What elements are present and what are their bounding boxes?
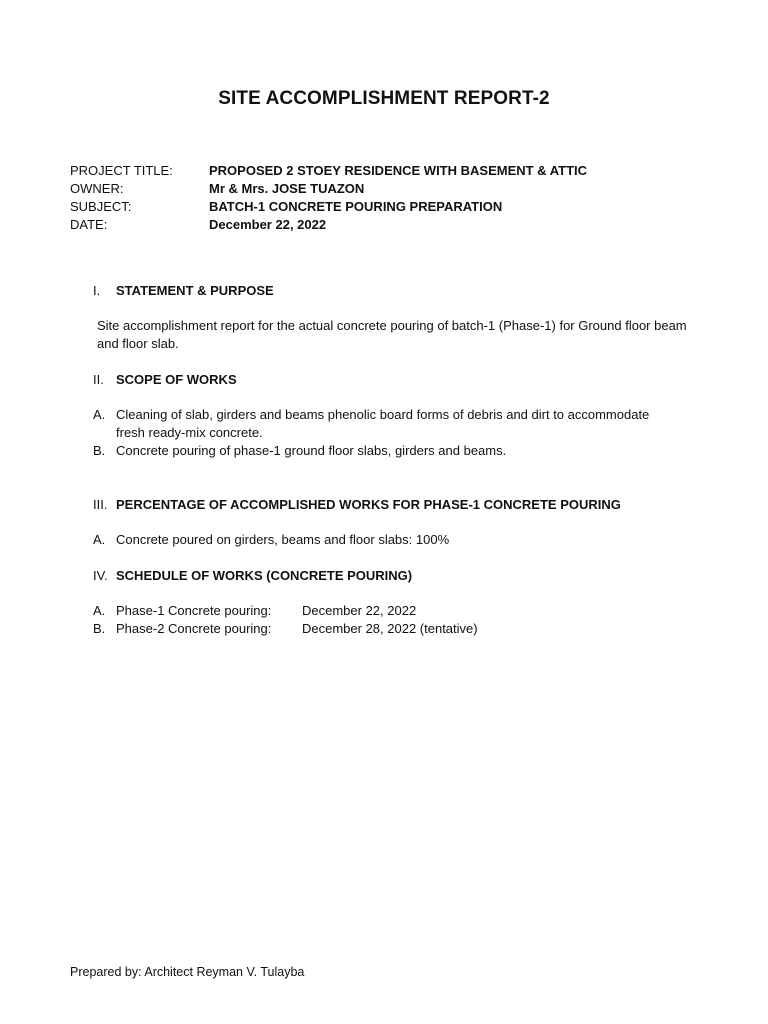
meta-value: December 22, 2022 <box>209 217 327 232</box>
meta-label: PROJECT TITLE: <box>70 163 173 178</box>
list-item <box>93 620 653 638</box>
section-heading-scope <box>93 371 237 389</box>
list-text: Concrete pouring of phase-1 ground floor slabs, girders and beams. <box>116 443 507 458</box>
scope-list <box>93 406 653 460</box>
meta-row-project-title <box>70 162 710 180</box>
meta-row-subject <box>70 198 710 216</box>
list-text <box>116 602 653 620</box>
list-item <box>93 531 653 549</box>
schedule-label: Phase-1 Concrete pouring: <box>116 603 272 618</box>
list-letter: B. <box>93 621 106 636</box>
section-title: SCHEDULE OF WORKS (CONCRETE POURING) <box>116 568 413 583</box>
section-number: I. <box>93 283 101 298</box>
list-text: Concrete poured on girders, beams and floor slabs: 100% <box>116 532 450 547</box>
section-heading-percentage <box>93 496 621 514</box>
section-title: SCOPE OF WORKS <box>116 372 237 387</box>
meta-row-date <box>70 216 710 234</box>
section-number: IV. <box>93 568 108 583</box>
schedule-date: December 22, 2022 <box>302 603 417 618</box>
report-title: SITE ACCOMPLISHMENT REPORT-2 <box>218 88 550 109</box>
meta-label: OWNER: <box>70 181 124 196</box>
section-number: III. <box>93 497 108 512</box>
meta-label: DATE: <box>70 217 108 232</box>
list-letter: B. <box>93 443 106 458</box>
section-number: II. <box>93 372 104 387</box>
list-letter: A. <box>93 407 106 422</box>
schedule-label: Phase-2 Concrete pouring: <box>116 621 272 636</box>
section-heading-statement <box>93 282 274 300</box>
prepared-by: Prepared by: Architect Reyman V. Tulayba <box>70 965 305 979</box>
section-heading-schedule <box>93 567 412 585</box>
list-letter: A. <box>93 603 106 618</box>
list-item <box>93 406 653 442</box>
section-title: STATEMENT & PURPOSE <box>116 283 274 298</box>
list-text <box>116 620 653 638</box>
statement-paragraph: Site accomplishment report for the actual concrete pouring of batch-1 (Phase-1) for Ground floor beam and floor slab. <box>97 318 687 351</box>
list-text: Cleaning of slab, girders and beams phenolic board forms of debris and dirt to accommodate fresh ready-mix concrete. <box>116 407 650 440</box>
project-info <box>70 162 710 234</box>
list-item <box>93 442 653 460</box>
meta-value: PROPOSED 2 STOEY RESIDENCE WITH BASEMENT & ATTIC <box>209 163 588 178</box>
percentage-list <box>93 531 653 549</box>
list-letter: A. <box>93 532 106 547</box>
meta-value: Mr & Mrs. JOSE TUAZON <box>209 181 365 196</box>
schedule-list <box>93 602 653 638</box>
schedule-date: December 28, 2022 (tentative) <box>302 621 478 636</box>
meta-value: BATCH-1 CONCRETE POURING PREPARATION <box>209 199 503 214</box>
meta-row-owner <box>70 180 710 198</box>
section-title: PERCENTAGE OF ACCOMPLISHED WORKS FOR PHASE-1 CONCRETE POURING <box>116 497 621 512</box>
meta-label: SUBJECT: <box>70 199 132 214</box>
list-item <box>93 602 653 620</box>
